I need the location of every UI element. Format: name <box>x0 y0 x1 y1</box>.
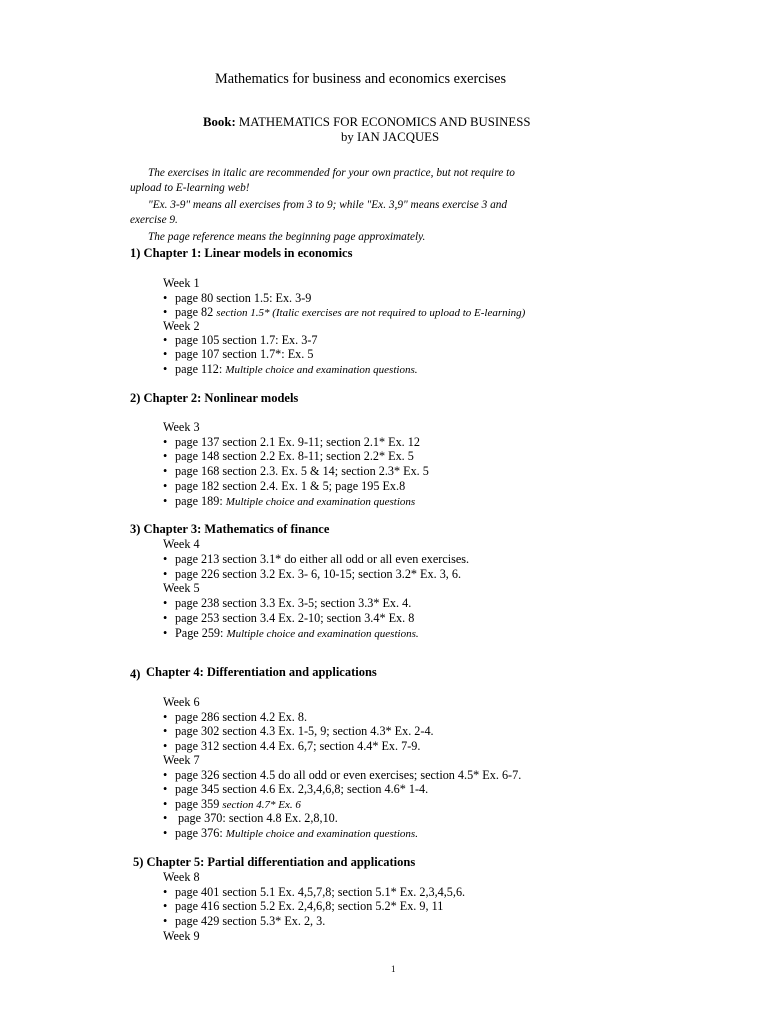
book-label: Book: <box>203 115 236 129</box>
week-9-label: Week 9 <box>163 929 200 943</box>
list-item: • page 107 section 1.7*: Ex. 5 <box>163 347 314 361</box>
bullet-icon: • <box>163 449 168 463</box>
bullet-icon: • <box>163 768 168 782</box>
list-item: • page 345 section 4.6 Ex. 2,3,4,6,8; section 4.6* 1-4. <box>163 782 429 796</box>
list-item: • page 80 section 1.5: Ex. 3-9 <box>163 291 312 305</box>
chapter-1-heading <box>130 246 352 261</box>
chapter-3-heading: 3) Chapter 3: Mathematics of finance <box>130 522 330 536</box>
bullet-icon: • <box>163 811 168 825</box>
bullet-icon: • <box>163 435 168 449</box>
list-item: • page 226 section 3.2 Ex. 3- 6, 10-15; section 3.2* Ex. 3, 6. <box>163 567 462 581</box>
chapter-1-title: : Linear models in economics <box>197 246 353 260</box>
list-item: • Page 259: Multiple choice and examination questions. <box>163 626 419 640</box>
book-line <box>203 115 530 130</box>
bullet-icon: • <box>163 347 168 361</box>
chapter-1-number: 1) Chapter 1 <box>130 246 198 260</box>
document-title: Mathematics for business and economics exercises <box>215 71 507 87</box>
list-item: • page 376: Multiple choice and examination questions. <box>163 826 418 840</box>
chapter-5-heading: 5) Chapter 5: Partial differentiation and applications <box>133 855 416 869</box>
bullet-icon: • <box>163 826 168 840</box>
bullet-icon: • <box>163 596 168 610</box>
week-3-label: Week 3 <box>163 420 200 434</box>
week-5-label: Week 5 <box>163 581 200 595</box>
list-item: • page 112: Multiple choice and examination questions. <box>163 362 418 376</box>
bullet-icon: • <box>163 552 168 566</box>
page-number: 1 <box>391 964 396 974</box>
list-item: • page 359 section 4.7* Ex. 6 <box>163 797 301 811</box>
bullet-icon: • <box>163 899 168 913</box>
list-item: • page 253 section 3.4 Ex. 2-10; section 3.4* Ex. 8 <box>163 611 415 625</box>
bullet-icon: • <box>163 885 168 899</box>
note-line-1a: The exercises in italic are recommended for your own practice, but not require to <box>148 167 515 179</box>
list-item: • page 105 section 1.7: Ex. 3-7 <box>163 333 318 347</box>
week-8-label: Week 8 <box>163 870 200 884</box>
bullet-icon: • <box>163 464 168 478</box>
bullet-icon: • <box>163 710 168 724</box>
list-item: • page 148 section 2.2 Ex. 8-11; section 2.2* Ex. 5 <box>163 449 414 463</box>
bullet-icon: • <box>163 739 168 753</box>
note-line-2a: "Ex. 3-9" means all exercises from 3 to 9; while "Ex. 3,9" means exercise 3 and <box>148 199 508 211</box>
bullet-icon: • <box>163 782 168 796</box>
bullet-icon: • <box>163 494 168 508</box>
list-item: • page 168 section 2.3. Ex. 5 & 14; section 2.3* Ex. 5 <box>163 464 429 478</box>
week-1-label: Week 1 <box>163 276 200 290</box>
list-item: • page 238 section 3.3 Ex. 3-5; section 3.3* Ex. 4. <box>163 596 412 610</box>
list-item: • page 182 section 2.4. Ex. 1 & 5; page 195 Ex.8 <box>163 479 406 493</box>
week-7-label: Week 7 <box>163 753 200 767</box>
bullet-icon: • <box>163 362 168 376</box>
list-item: • page 312 section 4.4 Ex. 6,7; section 4.4* Ex. 7-9. <box>163 739 421 753</box>
week-4-label: Week 4 <box>163 537 200 551</box>
list-item: • page 429 section 5.3* Ex. 2, 3. <box>163 914 326 928</box>
list-item: • page 401 section 5.1 Ex. 4,5,7,8; section 5.1* Ex. 2,3,4,5,6. <box>163 885 466 899</box>
list-item: • page 416 section 5.2 Ex. 2,4,6,8; section 5.2* Ex. 9, 11 <box>163 899 444 913</box>
bullet-icon: • <box>163 797 168 811</box>
note-line-3: The page reference means the beginning page approximately. <box>148 231 426 243</box>
list-item: • page 370: section 4.8 Ex. 2,8,10. <box>163 811 338 825</box>
bullet-icon: • <box>163 611 168 625</box>
book-name: MATHEMATICS FOR ECONOMICS AND BUSINESS <box>235 115 531 129</box>
list-item: • page 326 section 4.5 do all odd or even exercises; section 4.5* Ex. 6-7. <box>163 768 522 782</box>
bullet-icon: • <box>163 724 168 738</box>
chapter-2-heading: 2) Chapter 2: Nonlinear models <box>130 391 299 405</box>
chapter-4-title: Chapter 4: Differentiation and applications <box>146 665 377 679</box>
week-6-label: Week 6 <box>163 695 200 709</box>
book-author: by IAN JACQUES <box>341 130 440 144</box>
bullet-icon: • <box>163 333 168 347</box>
chapter-4-number: 4) <box>130 667 141 681</box>
bullet-icon: • <box>163 626 168 640</box>
note-line-1b: upload to E-learning web! <box>130 182 250 194</box>
list-item: • page 286 section 4.2 Ex. 8. <box>163 710 308 724</box>
list-item: • page 302 section 4.3 Ex. 1-5, 9; section 4.3* Ex. 2-4. <box>163 724 434 738</box>
bullet-icon: • <box>163 291 168 305</box>
bullet-icon: • <box>163 914 168 928</box>
bullet-icon: • <box>163 479 168 493</box>
bullet-icon: • <box>163 305 168 319</box>
bullet-icon: • <box>163 567 168 581</box>
list-item: • page 189: Multiple choice and examination questions <box>163 494 416 508</box>
note-line-2b: exercise 9. <box>130 214 178 226</box>
list-item: • page 213 section 3.1* do either all odd or all even exercises. <box>163 552 470 566</box>
week-2-label: Week 2 <box>163 319 200 333</box>
list-item: • page 137 section 2.1 Ex. 9-11; section 2.1* Ex. 12 <box>163 435 420 449</box>
list-item: • page 82 section 1.5* (Italic exercises are not required to upload to E-learning) <box>163 305 526 319</box>
